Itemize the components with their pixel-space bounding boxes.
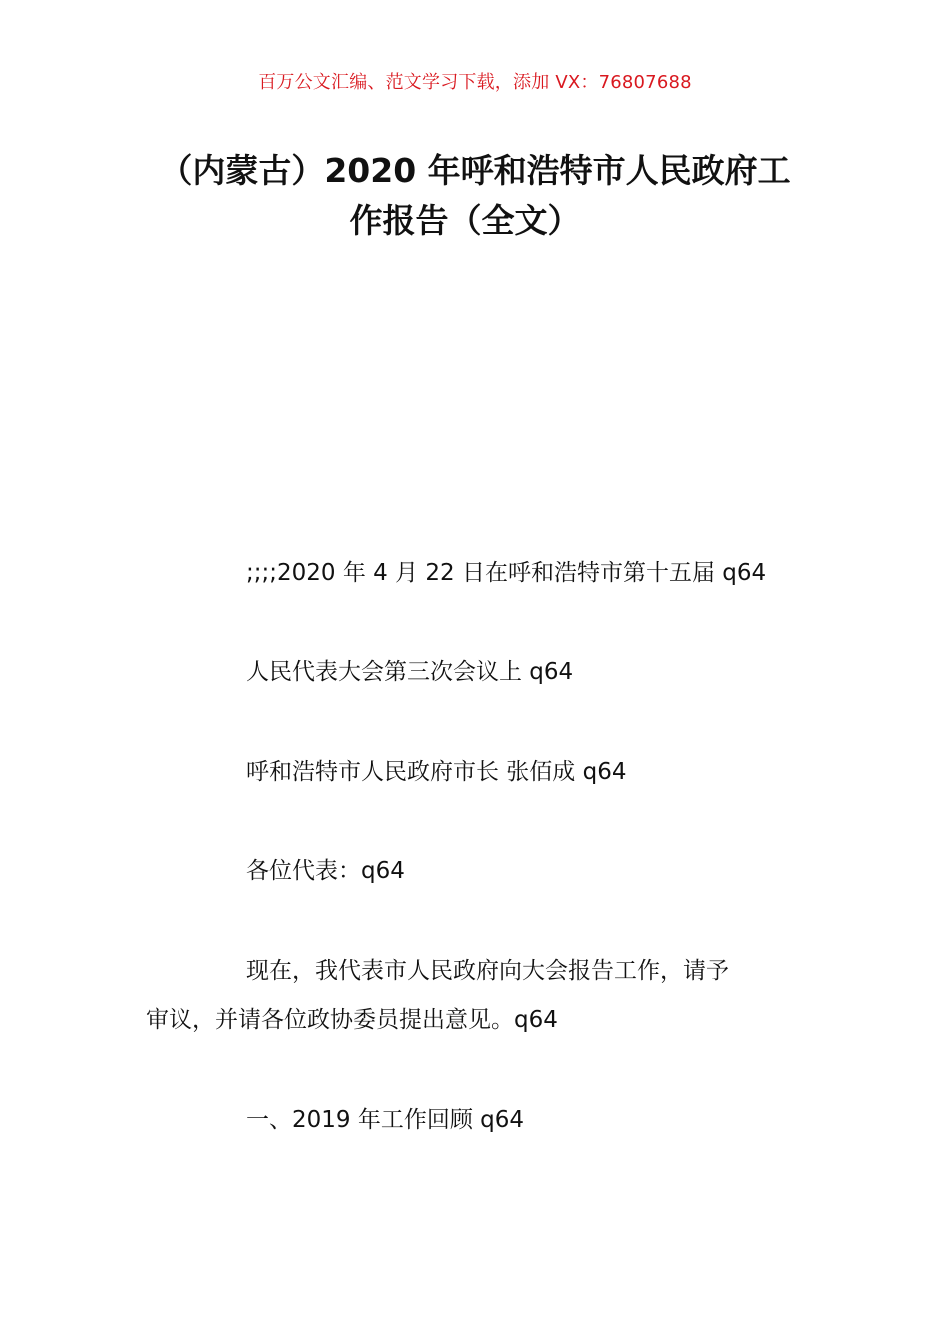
section-heading: 一、2019 年工作回顾 q64 bbox=[246, 1107, 525, 1133]
mayor-line: 呼和浩特市人民政府市长 张佰成 q64 bbox=[246, 759, 627, 785]
meeting-line: 人民代表大会第三次会议上 q64 bbox=[246, 659, 574, 685]
header-banner: 百万公文汇编、范文学习下载，添加 VX：76807688 bbox=[258, 72, 692, 93]
date-line: ;;;;2020 年 4 月 22 日在呼和浩特市第十五届 q64 bbox=[246, 560, 767, 586]
intro-paragraph-line-1: 现在，我代表市人民政府向大会报告工作，请予 bbox=[246, 958, 729, 984]
document-title bbox=[0, 146, 950, 246]
intro-paragraph-line-2: 审议，并请各位政协委员提出意见。q64 bbox=[146, 1007, 558, 1033]
document-title-line-1: （内蒙古）2020 年呼和浩特市人民政府工 bbox=[159, 151, 791, 190]
document-title-line-2: 作报告（全文） bbox=[349, 201, 581, 240]
salutation: 各位代表：q64 bbox=[246, 858, 405, 884]
